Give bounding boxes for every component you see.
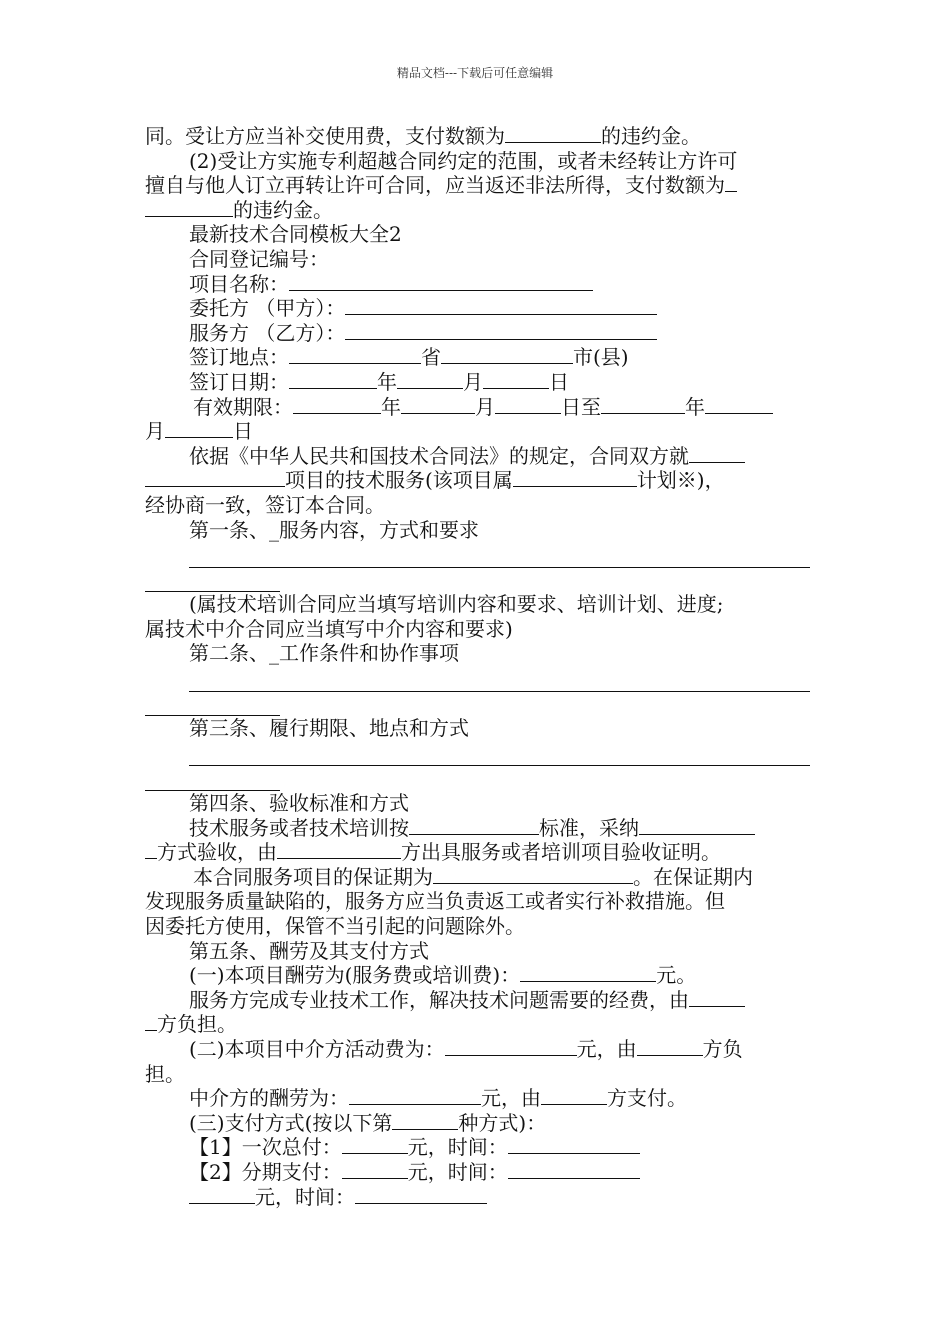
text-line: 服务方 （乙方）： <box>145 321 810 346</box>
text-line: 的违约金。 <box>145 198 810 223</box>
text-line: 中介方的酬劳为： 元，由 方支付。 <box>189 1086 687 1111</box>
text-line: 【2】分期支付： 元，时间： <box>145 1160 810 1185</box>
text-line: (一)本项目酬劳为(服务费或培训费)： 元。 <box>189 963 697 988</box>
article-title: 第四条、验收标准和方式 <box>189 791 409 816</box>
text-line: 因委托方使用，保管不当引起的问题除外。 <box>145 914 525 938</box>
text-line: 服务方完成专业技术工作，解决技术问题需要的经费，由 <box>145 988 810 1013</box>
article-title: 第二条、_工作条件和协作事项 <box>189 641 459 666</box>
blank-line <box>145 692 280 717</box>
text-line: 属技术中介合同应当填写中介内容和要求) <box>145 616 513 641</box>
text-line: 依据《中华人民共和国技术合同法》的规定，合同双方就 <box>145 444 810 469</box>
text-line: (属技术培训合同应当填写培训内容和要求、培训计划、进度; <box>189 592 724 617</box>
article-title: 第三条、履行期限、地点和方式 <box>189 716 469 741</box>
text-line: (2)受让方实施专利超越合同约定的范围，或者未经转让方许可 <box>189 148 738 173</box>
blank-line <box>189 542 810 568</box>
text-line: 技术服务或者技术培训按 标准，采纳 <box>145 816 810 841</box>
text-line: 委托方 （甲方）： <box>145 296 810 321</box>
blank-line <box>145 766 280 791</box>
text-line: 擅自与他人订立再转让许可合同，应当返还非法所得，支付数额为 <box>145 173 810 198</box>
text-line: 签订日期： 年 月 日 <box>189 369 569 394</box>
text-line: 同。受让方应当补交使用费，支付数额为 的违约金。 <box>145 124 701 148</box>
text-line: 担。 <box>145 1061 185 1086</box>
document-body <box>145 124 810 1209</box>
text-line: 方式验收，由 方出具服务或者培训项目验收证明。 <box>145 840 810 865</box>
page-header: 精品文档---下载后可任意编辑 <box>396 66 554 80</box>
blank-line <box>145 568 280 593</box>
article-title: 第五条、酬劳及其支付方式 <box>189 938 429 963</box>
text-line: 本合同服务项目的保证期为 。在保证期内 <box>193 864 753 889</box>
text-line: 项目名称： <box>145 272 810 297</box>
section-title: 最新技术合同模板大全2 <box>189 222 402 247</box>
text-line: 【1】一次总付： 元，时间： <box>145 1135 810 1160</box>
text-line: 经协商一致，签订本合同。 <box>145 492 385 517</box>
text-line: 方负担。 <box>145 1012 810 1037</box>
text-line: 合同登记编号： <box>189 246 329 271</box>
text-line: 元，时间： <box>145 1185 810 1210</box>
text-line: 发现服务质量缺陷的，服务方应当负责返工或者实行补救措施。但 <box>145 889 725 914</box>
text-line: 项目的技术服务(该项目属 计划※)， <box>145 468 810 493</box>
text-line: 月 日 <box>145 419 253 444</box>
text-line: 有效期限： 年 月 日至 年 <box>145 395 810 420</box>
blank-line <box>189 666 810 692</box>
text-line: (二)本项目中介方活动费为： 元，由 方负 <box>189 1036 743 1061</box>
text-line: 签订地点： 省 市(县) <box>189 345 629 370</box>
text-line: (三)支付方式(按以下第 种方式)： <box>189 1110 547 1135</box>
article-title: 第一条、_服务内容，方式和要求 <box>189 517 479 542</box>
blank-line <box>189 741 810 767</box>
